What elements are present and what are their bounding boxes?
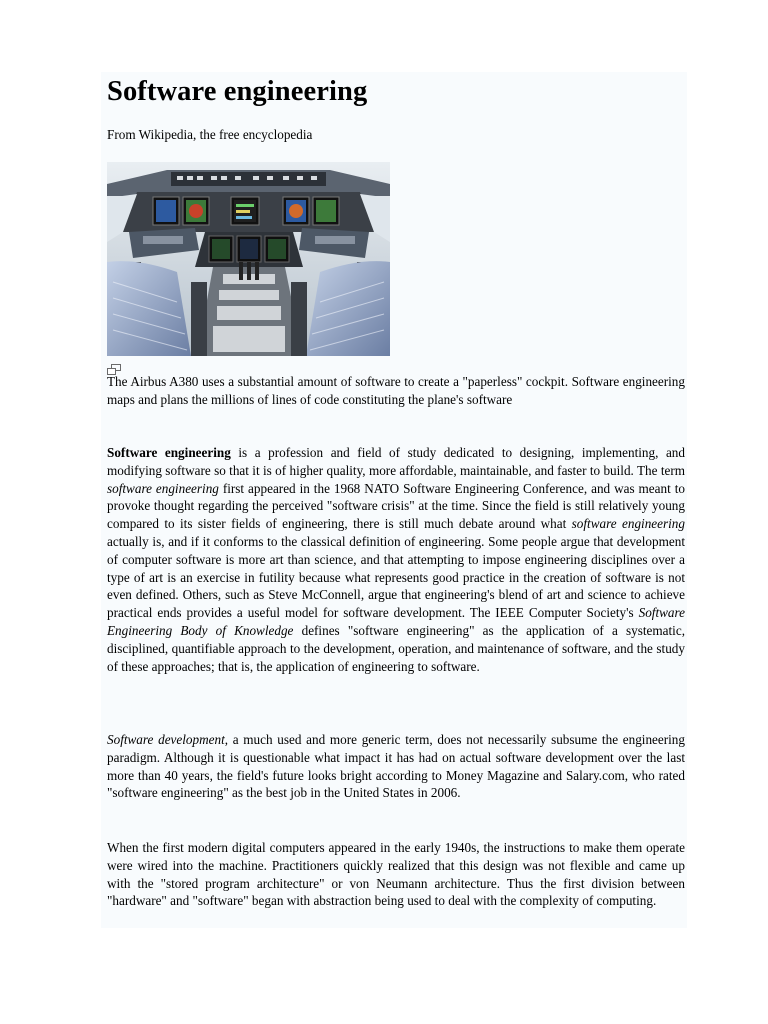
- cockpit-illustration: [107, 162, 390, 356]
- text-span: is a profession and field of study dedicated to designing, implementing, and modifying software so that it is of higher quality, more affordable, maintainable, and faster to build. The term: [107, 445, 685, 478]
- page-title: Software engineering: [107, 76, 368, 107]
- paragraph-development: [107, 731, 685, 802]
- cockpit-image[interactable]: [107, 162, 390, 356]
- text-span: actually is, and if it conforms to the classical definition of engineering. Some people argue that development of computer software is more art than science, and that attempting to impose engineering disciplines over a type of art is an exercise in futility because what represents good practice in the creation of software is not even defined. Others, such as Steve McConnell, argue that engineering's blend of art and science to achieve practical ends provides a useful model for software development. The IEEE Computer Society's: [107, 533, 685, 621]
- book-title-italic: Software Engineering Body of Knowledge: [107, 605, 685, 638]
- term-italic: Software development: [107, 732, 225, 747]
- page-subtitle: From Wikipedia, the free encyclopedia: [107, 127, 313, 142]
- paragraph-intro: [107, 444, 685, 675]
- term-bold: Software engineering: [107, 445, 231, 460]
- paragraph-history: When the first modern digital computers appeared in the early 1940s, the instructions to make them operate were wired into the machine. Practitioners quickly realized that this design was not flexible and came up with the "stored program architecture" or von Neumann architecture. Thus the first division between "hardware" and "software" began with abstraction being used to deal with the complexity of computing.: [107, 840, 685, 909]
- text-span: first appeared in the 1968 NATO Software Engineering Conference, and was meant to provoke thought regarding the perceived "software crisis" at the time. Since the field is still relatively young compared to its sister fields of engineering, there is still much debate around what: [107, 480, 685, 532]
- page: [101, 72, 687, 928]
- figure-caption: The Airbus A380 uses a substantial amount of software to create a "paperless" cockpit. Software engineering maps and plans the millions of lines of code constituting the plane's software: [107, 374, 685, 407]
- term-italic: software engineering: [571, 516, 685, 532]
- text-span: , a much used and more generic term, does not necessarily subsume the engineering paradigm. Although it is questionable what impact it has had on actual software development over the last more than 40 years, the field's future looks bright according to Money Magazine and Salary.com, who rated "software engineering" as the best job in the United States in 2006.: [107, 732, 685, 801]
- term-italic: software engineering: [107, 480, 219, 496]
- text-span: defines "software engineering" as the application of a systematic, disciplined, quantifiable approach to the development, operation, and maintenance of software, and the study of these approaches; that is, the application of engineering to software.: [107, 622, 685, 674]
- enlarge-icon[interactable]: [107, 362, 121, 373]
